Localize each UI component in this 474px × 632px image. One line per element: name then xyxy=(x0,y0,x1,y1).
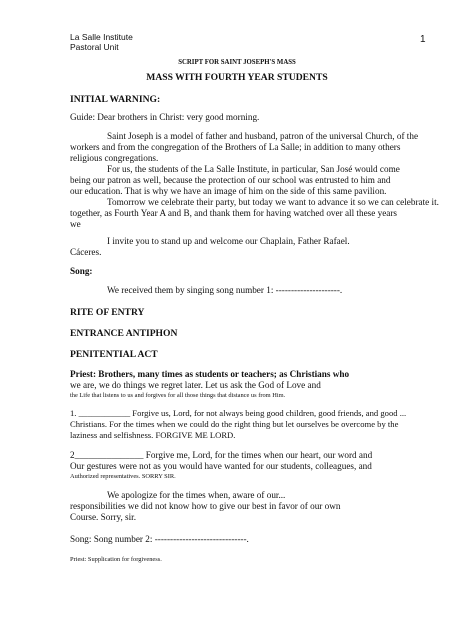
paragraph-line: We apologize for the times when, aware of our... xyxy=(107,490,286,500)
paragraph-line: Saint Joseph is a model of father and husband, patron of the universal Church, of the xyxy=(107,131,419,141)
paragraph-line: Our gestures were not as you would have wanted for our students, colleagues, and xyxy=(70,461,372,471)
priest-supplication: Priest: Supplication for forgiveness. xyxy=(70,556,162,563)
section-heading: RITE OF ENTRY xyxy=(70,307,145,318)
paragraph-line: 2_______________ Forgive me, Lord, for the times when our heart, our word and xyxy=(70,450,373,460)
initial-warning-heading: INITIAL WARNING: xyxy=(70,94,161,105)
priest-line: Priest: Brothers, many times as students or teachers; as Christians who xyxy=(70,369,350,379)
paragraph-line: For us, the students of the La Salle Institute, in particular, San José would come xyxy=(107,164,400,174)
paragraph-line: workers and from the congregation of the Brothers of La Salle; in addition to many others xyxy=(70,142,401,152)
paragraph-line: Tomorrow we celebrate their party, but today we want to advance it so we can celebrate it. xyxy=(107,197,439,207)
section-heading: ENTRANCE ANTIPHON xyxy=(70,328,178,339)
main-title: MASS WITH FOURTH YEAR STUDENTS xyxy=(146,72,328,83)
song2-line: Song: Song number 2: ------------------------------. xyxy=(70,534,249,544)
song-heading: Song: xyxy=(70,266,93,276)
paragraph-line: 1. ____________ Forgive us, Lord, for not always being good children, good friends, and good ... xyxy=(70,408,407,418)
paragraph-line: together, as Fourth Year A and B, and thank them for having watched over all these years xyxy=(70,208,397,218)
paragraph-line: Course. Sorry, sir. xyxy=(70,512,137,522)
paragraph-line: we xyxy=(70,219,81,229)
script-title: SCRIPT FOR SAINT JOSEPH'S MASS xyxy=(178,59,296,66)
paragraph-line: laziness and selfishness. FORGIVE ME LORD. xyxy=(70,430,236,440)
paragraph-line: Christians. For the times when we could do the right thing but let ourselves be overcome by the xyxy=(70,419,399,429)
org-unit: Pastoral Unit xyxy=(70,42,119,52)
paragraph-line: Cáceres. xyxy=(70,247,102,257)
guide-line: Guide: Dear brothers in Christ: very good morning. xyxy=(70,112,260,122)
song-line: We received them by singing song number 1: ---------------------. xyxy=(107,285,343,295)
paragraph-line: our education. That is why we have an image of him on the side of this same pavilion. xyxy=(70,186,387,196)
paragraph-line: I invite you to stand up and welcome our Chaplain, Father Rafael. xyxy=(107,236,350,246)
paragraph-line-small: the Life that listens to us and forgives for all those things that distance us from Him. xyxy=(70,392,286,399)
paragraph-line: responsibilities we did not know how to give our best in favor of our own xyxy=(70,501,341,511)
section-heading: PENITENTIAL ACT xyxy=(70,349,158,360)
paragraph-line: being our patron as well, because the protection of our school was entrusted to him and xyxy=(70,175,391,185)
org-name: La Salle Institute xyxy=(70,32,133,42)
paragraph-line: we are, we do things we regret later. Let us ask the God of Love and xyxy=(70,380,321,390)
page-number: 1 xyxy=(420,34,426,45)
paragraph-line-small: Authorized representatives. SORRY SIR. xyxy=(70,473,176,480)
paragraph-line: religious congregations. xyxy=(70,153,159,163)
